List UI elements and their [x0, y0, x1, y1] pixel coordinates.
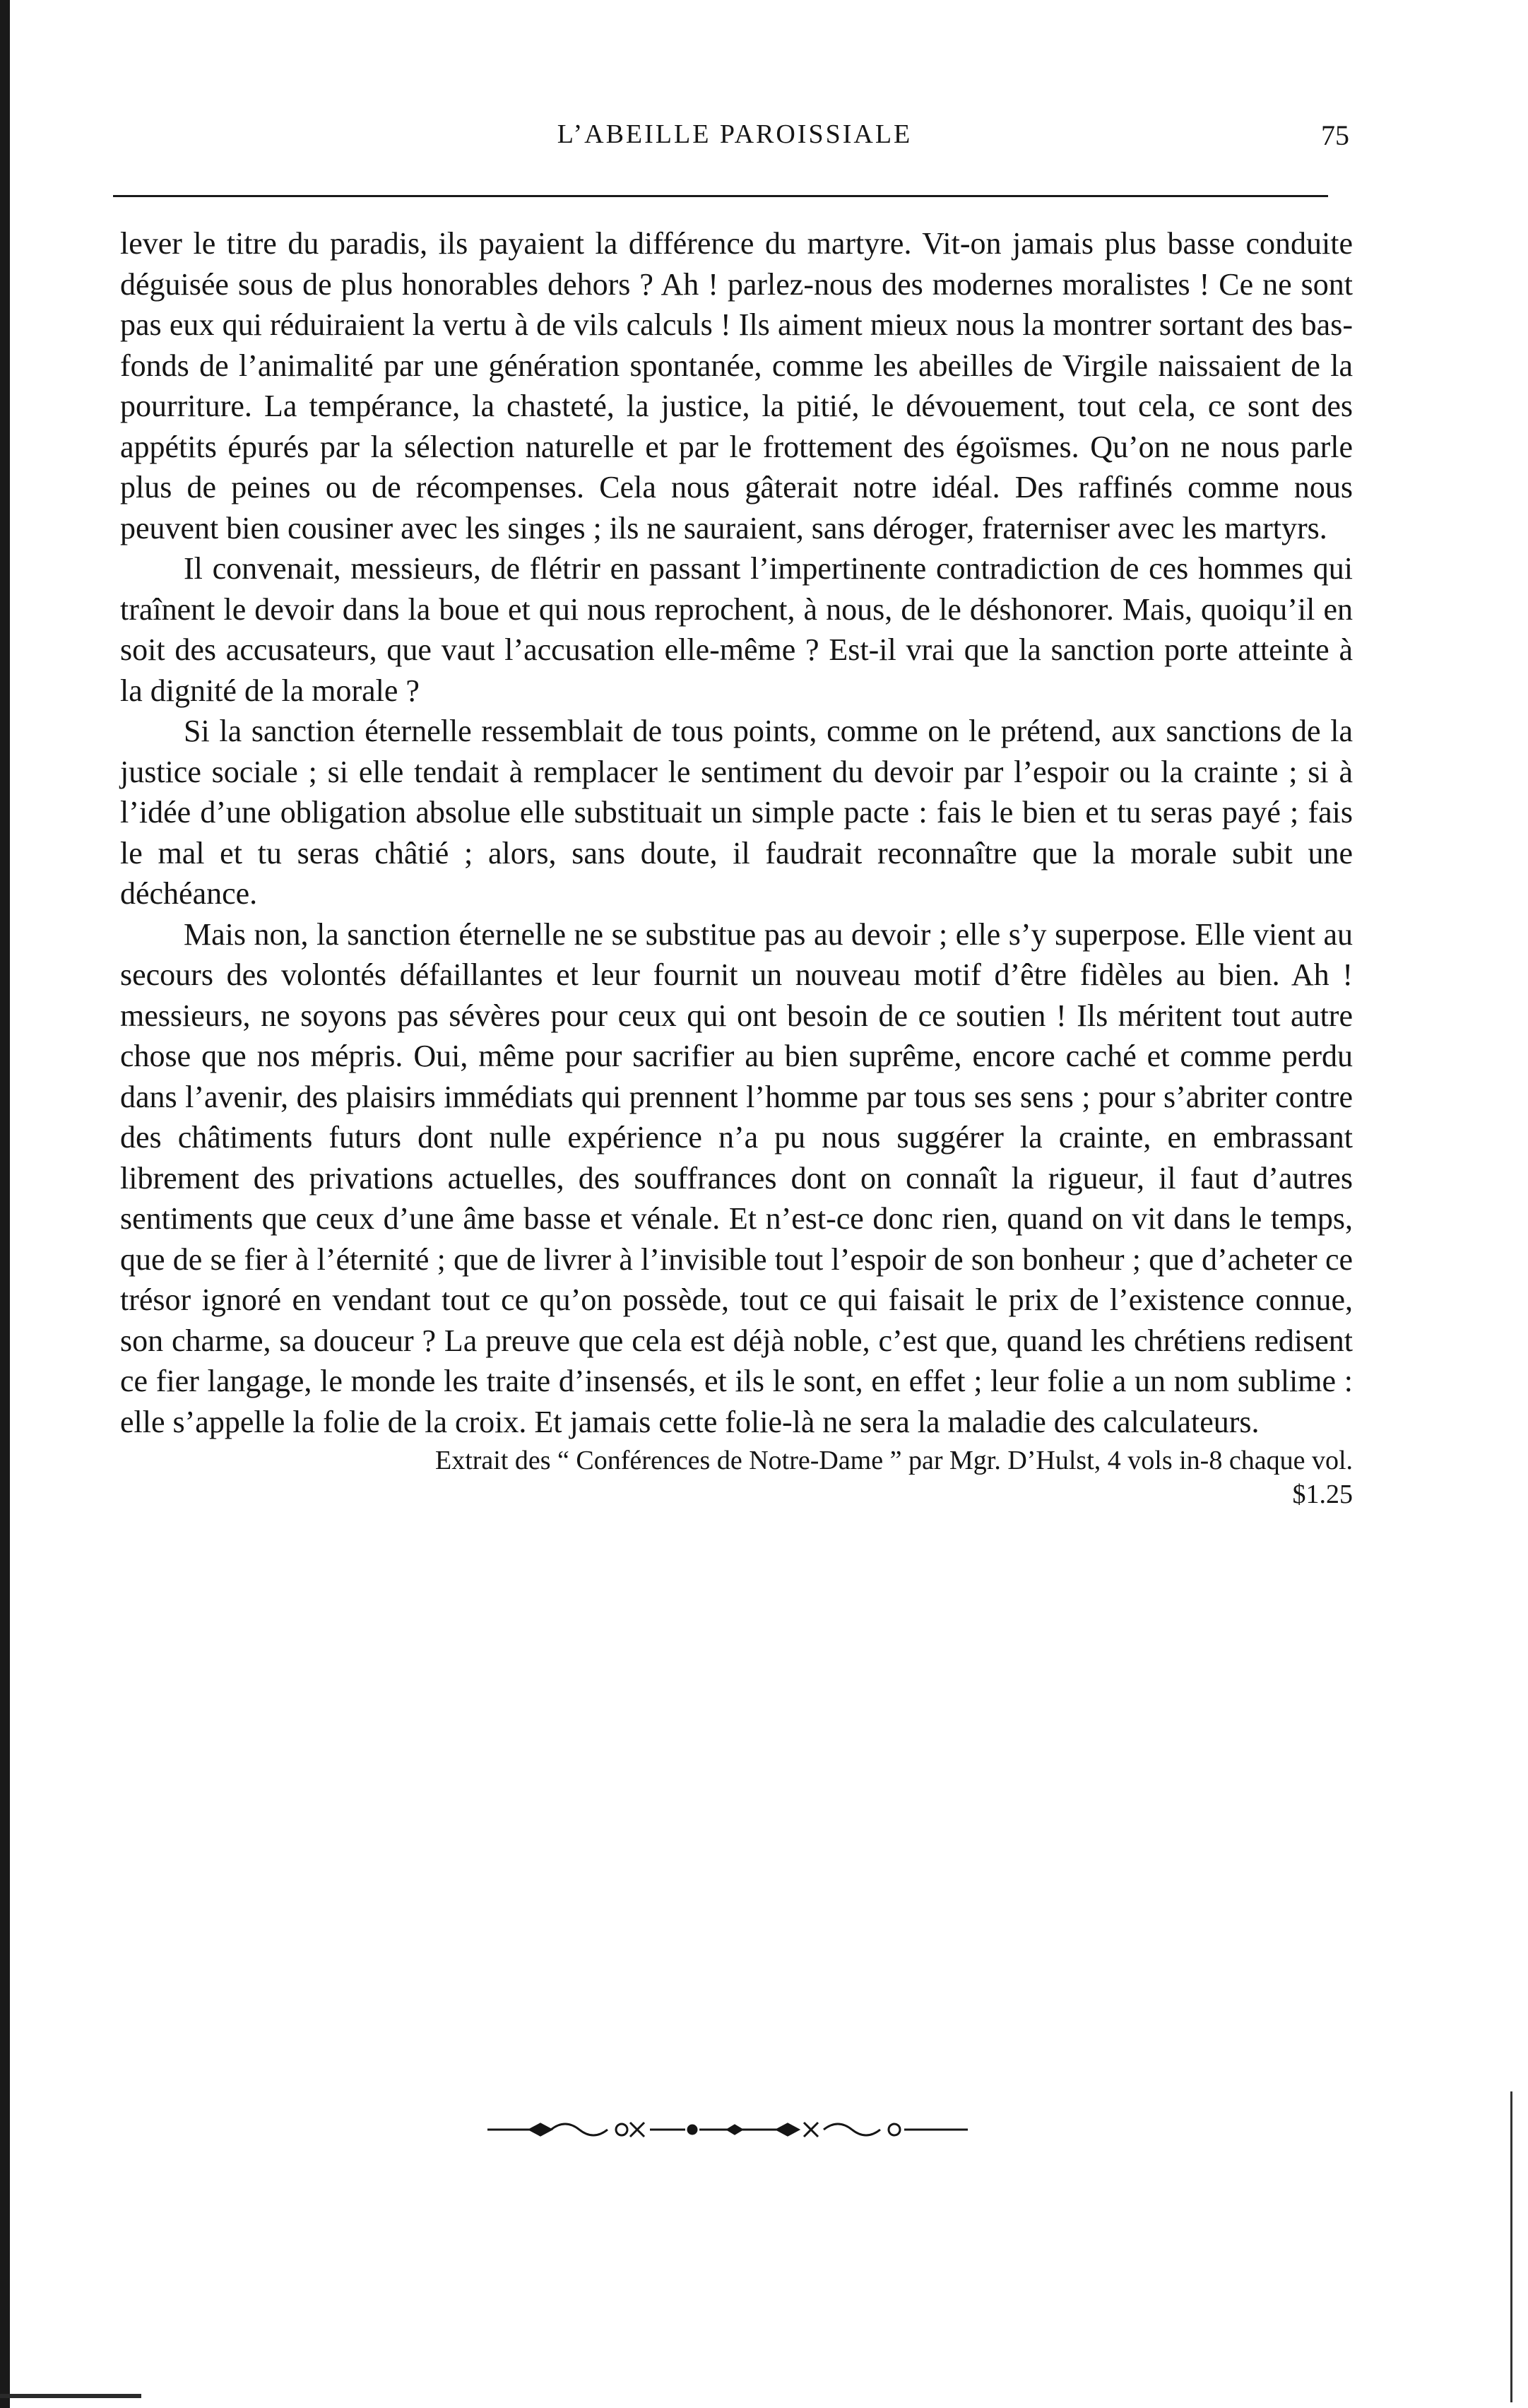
page-scan-left-edge — [0, 0, 10, 2408]
decorative-rule-ornament-icon — [480, 2115, 975, 2144]
source-price: $1.25 — [1292, 1480, 1353, 1509]
paragraph-4: Mais non, la sanction éternelle ne se substitue pas au devoir ; elle s’y superpose. Elle vient au secours des volontés défaillantes et leur fournit un nouveau motif d’être fidèles au bien. Ah ! messieurs, ne soyons pas sévères pour ceux qui ont besoin de ce soutien ! Ils méritent tout autre chose que nos mépris. Oui, même pour sacrifier au bien suprême, encore caché et comme perdu dans l’avenir, des plaisirs immédiats qui prennent l’homme par tous ses sens ; pour s’abriter contre des châtiments futurs dont nulle expérience n’a pu nous suggérer la crainte, en embrassant librement des privations actuelles, des souffrances dont on connaît la rigueur, il faut d’autres sentiments que ceux d’une âme basse et vénale. Et n’est-ce donc rien, quand on vit dans le temps, que de se fier à l’éternité ; que de livrer à l’invisible tout l’espoir de son bonheur ; que d’acheter ce trésor ignoré en vendant tout ce qu’on possède, tout ce qui faisait le prix de l’existence connue, son charme, sa douceur ? La preuve que cela est déjà noble, c’est que, quand les chrétiens redisent ce fier langage, le monde les traite d’insensés, et ils le sont, en effet ; leur folie a un nom sublime : elle s’appelle la folie de la croix. Et jamais cette folie-là ne sera la maladie des calculateurs. — [120, 916, 1353, 1439]
page-number: 75 — [1321, 119, 1349, 151]
running-title: L’ABEILLE PAROISSIALE — [557, 119, 913, 149]
paragraph-1: lever le titre du paradis, ils payaient la différence du martyre. Vit-on jamais plus basse conduite déguisée sous de plus honorables dehors ? Ah ! parlez-nous des modernes moralistes ! Ce ne sont pas eux qui réduiraient la vertu à de vils calculs ! Ils aiment mieux nous la montrer sortant des bas-fonds de l’animalité par une génération spontanée, comme les abeilles de Virgile naissaient de la pourriture. La tempérance, la chasteté, la justice, la pitié, le dévouement, tout cela, ce sont des appétits épurés par la sélection naturelle et par le frottement des égoïsmes. Qu’on ne nous parle plus de peines ou de récompenses. Cela nous gâterait notre idéal. Des raffinés comme nous peuvent bien cousiner avec les singes ; ils ne sauraient, sans déroger, fraterniser avec les martyrs. — [120, 226, 1353, 545]
source-citation: Extrait des “ Conférences de Notre-Dame ” par Mgr. D’Hulst, 4 vols in-8 chaque vol. — [435, 1446, 1353, 1475]
header-rule — [113, 195, 1328, 197]
article-body — [120, 223, 1353, 1511]
paragraph-3: Si la sanction éternelle ressemblait de tous points, comme on le prétend, aux sanctions de la justice sociale ; si elle tendait à remplacer le sentiment du devoir par l’espoir ou la crainte ; si à l’idée d’une obligation absolue elle substituait un simple pacte : fais le bien et tu seras payé ; fais le mal et tu seras châtié ; alors, sans doute, il faudrait reconnaître que la morale subit une déchéance. — [120, 714, 1353, 911]
running-head — [120, 119, 1349, 161]
paragraph-2: Il convenait, messieurs, de flétrir en passant l’impertinente contradiction de ces hommes qui traînent le devoir dans la boue et qui nous reprochent, à nous, de le déshonorer. Mais, quoiqu’il en soit des accusateurs, que vaut l’accusation elle-même ? Est-il vrai que la sanction porte atteinte à la dignité de la morale ? — [120, 551, 1353, 708]
page-scan-bottom-edge — [0, 2394, 141, 2398]
page-scan-right-edge — [1510, 2091, 1512, 2402]
